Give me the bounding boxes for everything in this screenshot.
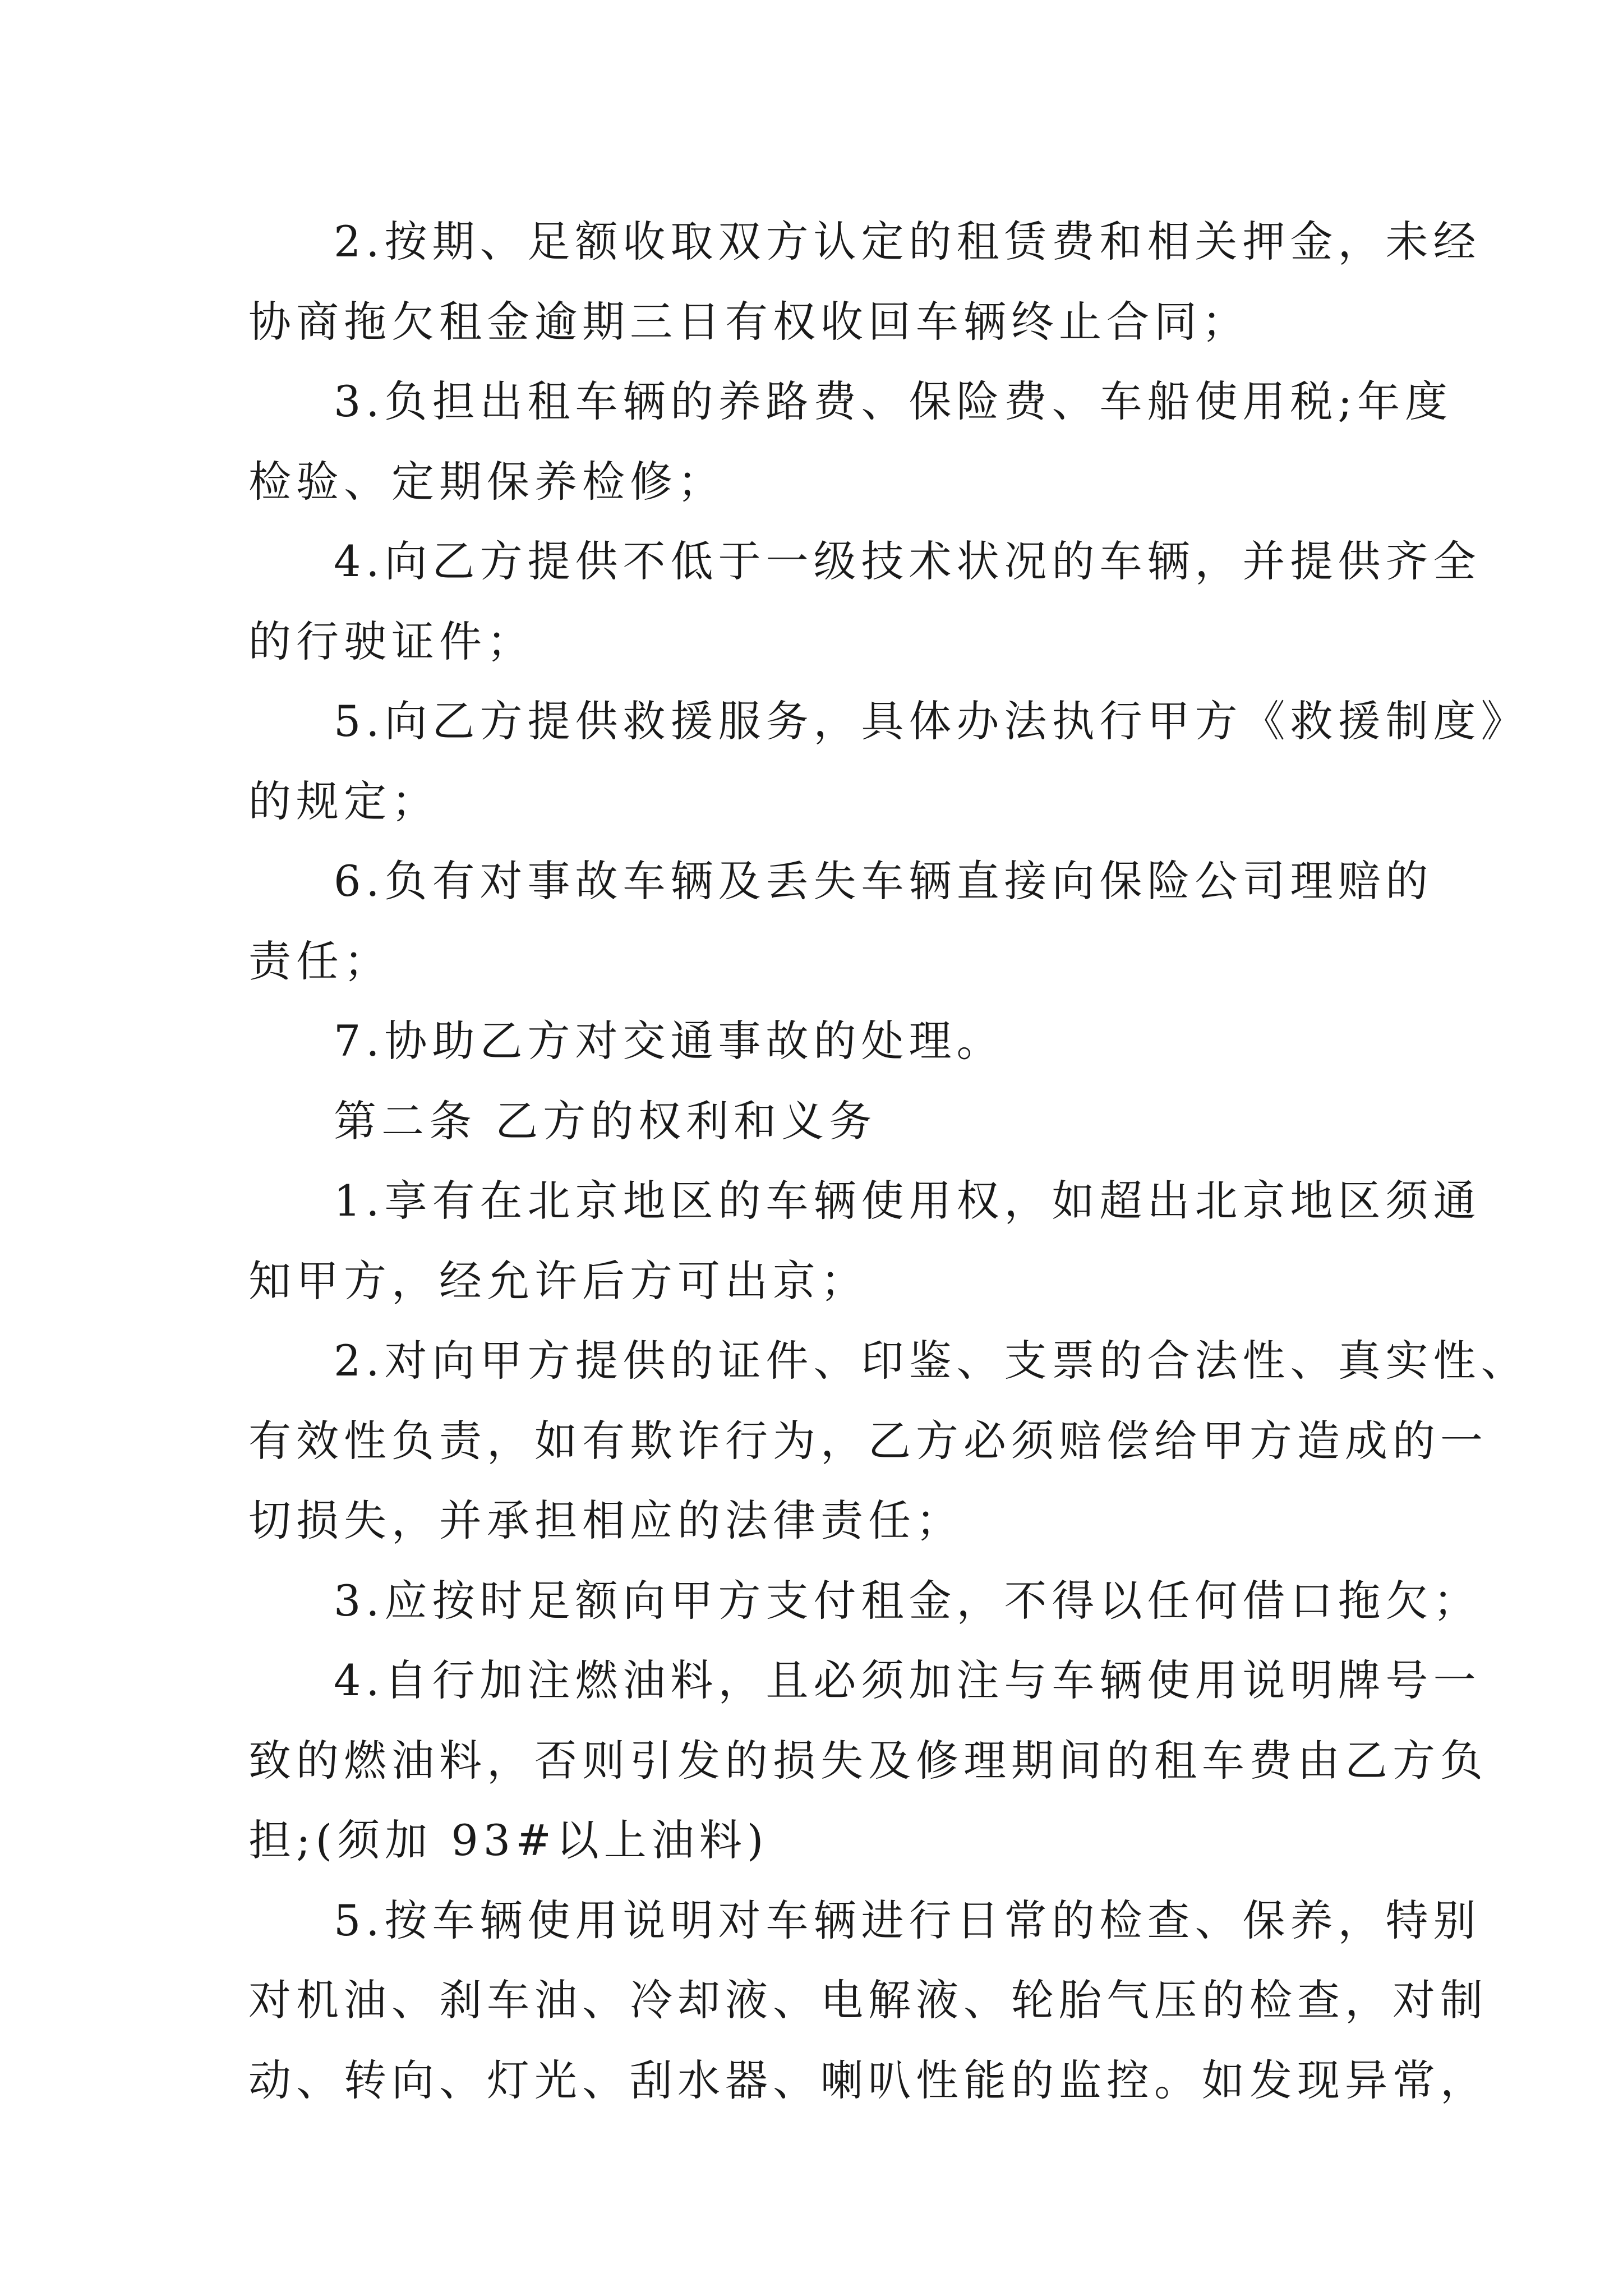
text-line: 责任；	[248, 936, 391, 986]
text-line: 协商拖欠租金逾期三日有权收回车辆终止合同；	[248, 296, 1249, 347]
clause-paragraph	[248, 1161, 1481, 1321]
clause-paragraph	[248, 202, 1481, 362]
clause-paragraph	[248, 1881, 1488, 2121]
text-line: 第二条 乙方的权利和义务	[334, 1096, 877, 1146]
text-line: 对机油、刹车油、冷却液、电解液、轮胎气压的检查，对制	[248, 1975, 1488, 2025]
text-line: 5.向乙方提供救援服务，具体办法执行甲方《救援制度》	[334, 696, 1529, 746]
text-line: 知甲方，经允许后方可出京；	[248, 1255, 868, 1306]
clause-paragraph	[248, 682, 1529, 841]
section-heading	[248, 1082, 1393, 1162]
clause-paragraph	[248, 1561, 1481, 1641]
clause-paragraph	[248, 841, 1433, 1001]
text-line: 动、转向、灯光、刮水器、喇叭性能的监控。如发现异常，	[248, 2055, 1488, 2105]
text-line: 6.负有对事故车辆及丢失车辆直接向保险公司理赔的	[334, 856, 1433, 906]
text-line: 4.向乙方提供不低于一级技术状况的车辆，并提供齐全	[334, 536, 1481, 586]
text-line: 3.应按时足额向甲方支付租金，不得以任何借口拖欠；	[334, 1575, 1481, 1626]
text-line: 检验、定期保养检修；	[248, 456, 725, 507]
text-line: 3.负担出租车辆的养路费、保险费、车船使用税;年度	[334, 376, 1453, 426]
document-body	[248, 202, 1529, 2120]
text-line: 担;(须加 93#以上油料)	[248, 1815, 769, 1865]
clause-paragraph	[248, 1001, 1393, 1082]
clause-paragraph	[248, 362, 1453, 522]
text-line: 5.按车辆使用说明对车辆进行日常的检查、保养，特别	[334, 1895, 1481, 1945]
text-line: 7.协助乙方对交通事故的处理。	[334, 1016, 1004, 1066]
clause-paragraph	[248, 1641, 1488, 1881]
text-line: 致的燃油料，否则引发的损失及修理期间的租车费由乙方负	[248, 1735, 1488, 1786]
clause-paragraph	[248, 1321, 1529, 1561]
text-line: 4.自行加注燃油料，且必须加注与车辆使用说明牌号一	[334, 1655, 1481, 1705]
text-line: 的规定；	[248, 776, 439, 826]
clause-paragraph	[248, 522, 1481, 682]
text-line: 有效性负责，如有欺诈行为，乙方必须赔偿给甲方造成的一	[248, 1415, 1488, 1466]
text-line: 切损失，并承担相应的法律责任；	[248, 1496, 963, 1545]
text-line: 2.对向甲方提供的证件、印鉴、支票的合法性、真实性、	[334, 1336, 1529, 1386]
text-line: 的行驶证件；	[248, 616, 534, 666]
text-line: 2.按期、足额收取双方认定的租赁费和相关押金，未经	[334, 217, 1481, 266]
text-line: 1.享有在北京地区的车辆使用权，如超出北京地区须通	[334, 1176, 1481, 1226]
